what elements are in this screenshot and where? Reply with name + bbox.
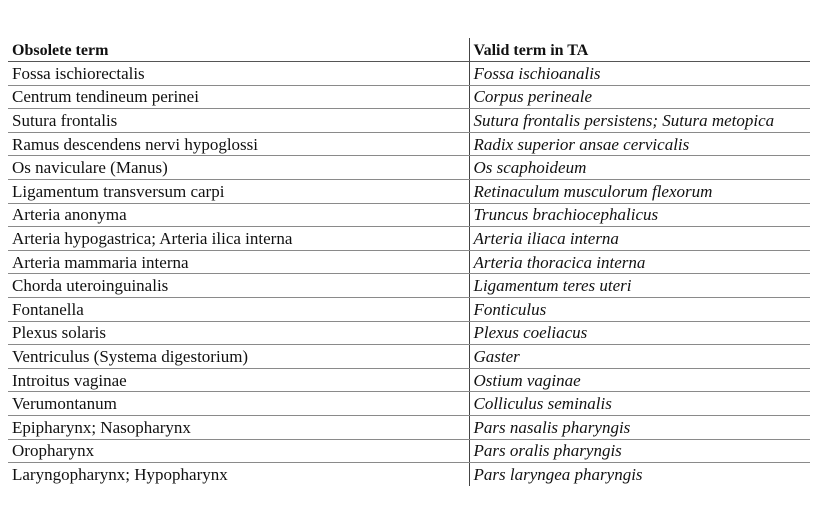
- valid-term-cell: Arteria thoracica interna: [469, 250, 810, 274]
- valid-term-cell: Pars laryngea pharyngis: [469, 463, 810, 486]
- valid-term-cell: Radix superior ansae cervicalis: [469, 132, 810, 156]
- table-body: [8, 62, 810, 486]
- table-row: [8, 321, 810, 345]
- table-row: [8, 415, 810, 439]
- table-row: [8, 227, 810, 251]
- table-row: [8, 85, 810, 109]
- obsolete-term-cell: Fossa ischiorectalis: [8, 62, 469, 86]
- table-row: [8, 109, 810, 133]
- obsolete-term-cell: Verumontanum: [8, 392, 469, 416]
- table-row: [8, 156, 810, 180]
- table-row: [8, 463, 810, 486]
- valid-term-cell: Retinaculum musculorum flexorum: [469, 179, 810, 203]
- obsolete-term-cell: Epipharynx; Nasopharynx: [8, 415, 469, 439]
- table-row: [8, 392, 810, 416]
- obsolete-term-cell: Fontanella: [8, 297, 469, 321]
- table-header-row: [8, 38, 810, 62]
- table-row: [8, 274, 810, 298]
- valid-term-cell: Fonticulus: [469, 297, 810, 321]
- table-row: [8, 179, 810, 203]
- obsolete-term-cell: Centrum tendineum perinei: [8, 85, 469, 109]
- valid-term-cell: Corpus perineale: [469, 85, 810, 109]
- valid-term-cell: Truncus brachiocephalicus: [469, 203, 810, 227]
- obsolete-term-cell: Oropharynx: [8, 439, 469, 463]
- table-row: [8, 368, 810, 392]
- valid-term-cell: Os scaphoideum: [469, 156, 810, 180]
- valid-term-cell: Gaster: [469, 345, 810, 369]
- valid-term-cell: Pars nasalis pharyngis: [469, 415, 810, 439]
- valid-term-cell: Plexus coeliacus: [469, 321, 810, 345]
- obsolete-term-cell: Chorda uteroinguinalis: [8, 274, 469, 298]
- header-valid-term: Valid term in TA: [469, 38, 810, 62]
- table-row: [8, 203, 810, 227]
- obsolete-term-cell: Arteria anonyma: [8, 203, 469, 227]
- obsolete-term-cell: Os naviculare (Manus): [8, 156, 469, 180]
- table-row: [8, 132, 810, 156]
- obsolete-term-cell: Ramus descendens nervi hypoglossi: [8, 132, 469, 156]
- obsolete-term-cell: Ligamentum transversum carpi: [8, 179, 469, 203]
- obsolete-term-cell: Plexus solaris: [8, 321, 469, 345]
- obsolete-term-cell: Arteria mammaria interna: [8, 250, 469, 274]
- valid-term-cell: Colliculus seminalis: [469, 392, 810, 416]
- obsolete-term-cell: Laryngopharynx; Hypopharynx: [12, 464, 228, 484]
- valid-term-cell: Ligamentum teres uteri: [469, 274, 810, 298]
- terminology-table: [8, 38, 810, 486]
- valid-term-cell: Ostium vaginae: [469, 368, 810, 392]
- table-row: [8, 297, 810, 321]
- obsolete-term-cell: Introitus vaginae: [8, 368, 469, 392]
- header-obsolete-term: Obsolete term: [8, 38, 469, 62]
- table-row: [8, 345, 810, 369]
- valid-term-cell: Fossa ischioanalis: [469, 62, 810, 86]
- valid-term-cell: Pars oralis pharyngis: [469, 439, 810, 463]
- table-row: [8, 62, 810, 86]
- obsolete-term-cell: Sutura frontalis: [8, 109, 469, 133]
- valid-term-cell: Arteria iliaca interna: [469, 227, 810, 251]
- obsolete-term-cell: Arteria hypogastrica; Arteria ilica interna: [8, 227, 469, 251]
- obsolete-term-cell: Ventriculus (Systema digestorium): [8, 345, 469, 369]
- table-row: [8, 439, 810, 463]
- valid-term-cell: Sutura frontalis persistens; Sutura metopica: [469, 109, 810, 133]
- table-row: [8, 250, 810, 274]
